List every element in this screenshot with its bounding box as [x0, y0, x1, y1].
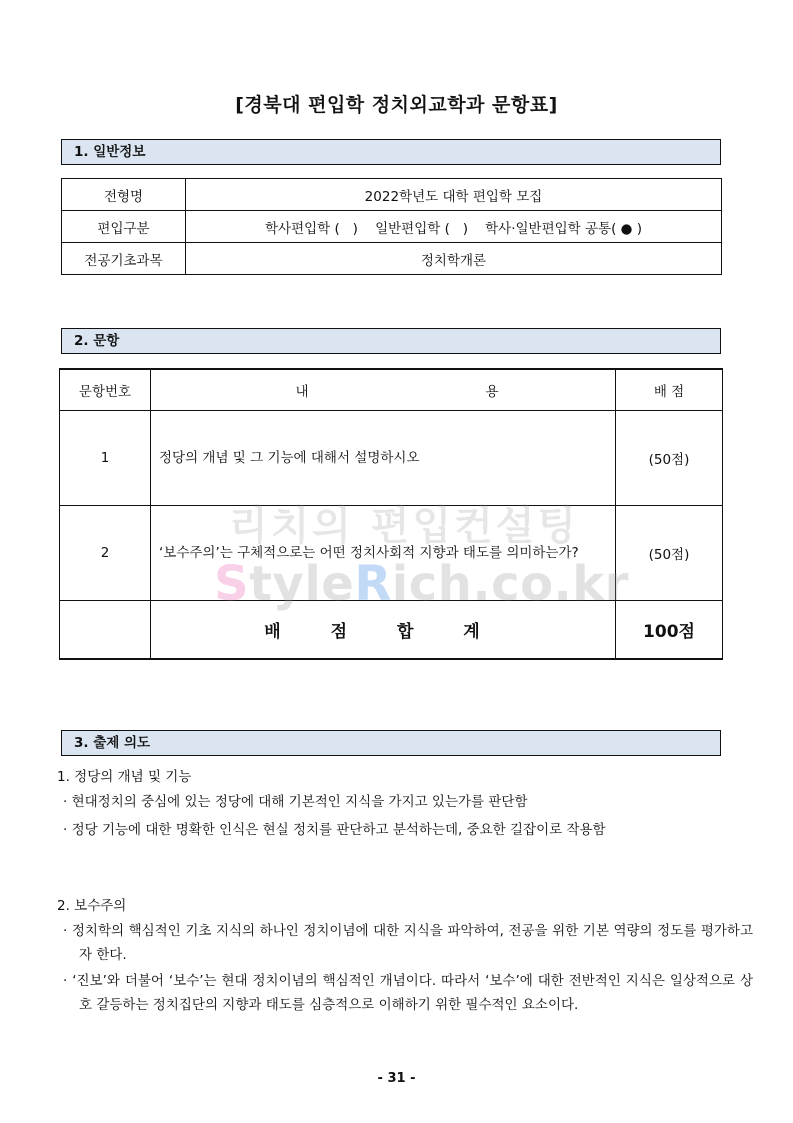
table-row	[60, 411, 723, 506]
header-score: 배 점	[616, 369, 723, 411]
page-number: - 31 -	[377, 1071, 416, 1086]
total-score: 100점	[643, 622, 695, 642]
watermark-part-tyle: tyle	[249, 556, 355, 612]
table-row	[60, 506, 723, 601]
question-content: ‘보수주의’는 구체적으로는 어떤 정치사회적 지향과 태도를 의미하는가?	[151, 506, 616, 601]
watermark-korean: 리치의 편입컨설팅	[228, 503, 580, 549]
question-number: 2	[60, 506, 151, 601]
header-content-right: 용	[485, 384, 499, 400]
questions-table	[59, 368, 723, 660]
intent-bullet: · ‘진보’와 더불어 ‘보수’는 현대 정치이념의 핵심적인 개념이다. 따라서 ‘보수’에 대한 전반적인 지식은 일상적으로 상호 갈등하는 정치집단의 지향과 태도를 심층적으로 이해하기 위한 필수적인 요소이다.	[63, 973, 753, 1013]
question-score: (50점)	[616, 506, 723, 601]
question-content: 정당의 개념 및 그 기능에 대해서 설명하시오	[151, 411, 616, 506]
info-label: 편입구분	[62, 211, 186, 243]
general-info-table	[61, 178, 722, 275]
section-heading-questions: 2. 문항	[61, 328, 721, 354]
question-score: (50점)	[616, 411, 723, 506]
intent-item-title: 2. 보수주의	[57, 898, 127, 914]
section-heading-general-info: 1. 일반정보	[61, 139, 721, 165]
question-number: 1	[60, 411, 151, 506]
total-label-cell	[151, 601, 616, 660]
header-content	[151, 369, 616, 411]
watermark-part-rest: ich.co.kr	[391, 556, 629, 612]
page-title: [경북대 편입학 정치외교학과 문항표]	[235, 94, 558, 116]
info-value: 2022학년도 대학 편입학 모집	[186, 179, 722, 211]
info-value: 정치학개론	[186, 243, 722, 275]
table-row	[62, 243, 722, 275]
header-content-left: 내	[295, 384, 309, 400]
info-label: 전공기초과목	[62, 243, 186, 275]
info-value: 학사편입학 ( ) 일반편입학 ( ) 학사·일반편입학 공통( ● )	[186, 211, 722, 243]
info-label: 전형명	[62, 179, 186, 211]
table-total-row	[60, 601, 723, 660]
watermark-letter-s: S	[214, 556, 250, 612]
watermark-letter-r: R	[354, 556, 392, 612]
section-heading-intent: 3. 출제 의도	[61, 730, 721, 756]
table-header-row	[60, 369, 723, 411]
total-empty-cell	[60, 601, 151, 660]
intent-bullet: · 정치학의 핵심적인 기초 지식의 하나인 정치이념에 대한 지식을 파악하여, 전공을 위한 기본 역량의 정도를 평가하고자 한다.	[63, 923, 753, 963]
intent-item-title: 1. 정당의 개념 및 기능	[57, 769, 192, 785]
intent-bullet: · 현대정치의 중심에 있는 정당에 대해 기본적인 지식을 가지고 있는가를 판단함	[63, 794, 528, 810]
total-score-cell	[616, 601, 723, 660]
table-row	[62, 211, 722, 243]
table-row	[62, 179, 722, 211]
intent-bullet: · 정당 기능에 대한 명확한 인식은 현실 정치를 판단하고 분석하는데, 중요한 길잡이로 작용함	[63, 822, 606, 838]
total-label: 배 점 합 계	[264, 622, 502, 642]
header-number: 문항번호	[60, 369, 151, 411]
